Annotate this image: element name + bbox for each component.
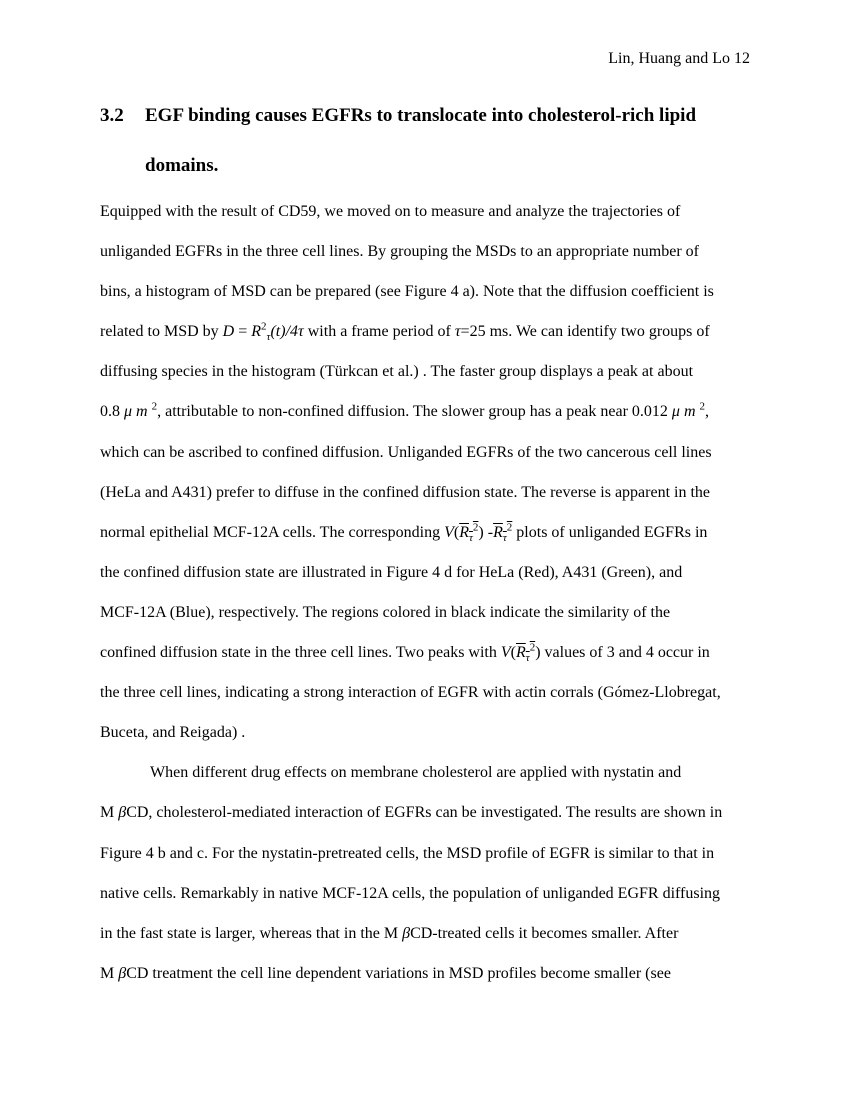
section-number: 3.2 bbox=[100, 105, 124, 126]
p1-line-6 bbox=[100, 392, 752, 432]
p1-line-9 bbox=[100, 513, 752, 553]
p2-line-4: native cells. Remarkably in native MCF-12A cells, the population of unliganded EGFR diffusing bbox=[100, 884, 721, 902]
math-symbol: τ bbox=[454, 323, 461, 341]
math-symbol: ( bbox=[510, 644, 516, 662]
math-symbol: ) bbox=[478, 523, 484, 541]
text-run: CD-treated cells it becomes smaller. After bbox=[410, 924, 679, 942]
text-run: - bbox=[483, 523, 494, 541]
p1-line-7: which can be ascribed to confined diffusion. Unliganded EGFRs of the two cancerous cell lines bbox=[100, 443, 712, 461]
math-symbol: β bbox=[402, 924, 411, 942]
math-symbol: ) bbox=[535, 644, 541, 662]
math-superscript: 2 bbox=[151, 401, 158, 414]
math-symbol: R bbox=[459, 523, 469, 541]
math-symbol: /4τ bbox=[285, 323, 304, 341]
p2-line-6 bbox=[100, 954, 752, 994]
text-run: in the fast state is larger, whereas that in the M bbox=[100, 924, 403, 942]
math-symbol: R bbox=[493, 523, 503, 541]
math-superscript: 2 bbox=[506, 521, 513, 534]
math-symbol: R bbox=[515, 644, 526, 662]
p1-line-10: the confined diffusion state are illustrated in Figure 4 d for HeLa (Red), A431 (Green), and bbox=[100, 563, 683, 581]
text-run: plots of unliganded EGFRs in bbox=[512, 523, 708, 541]
variance-expression bbox=[500, 641, 541, 665]
math-symbol: V bbox=[444, 523, 454, 541]
p1-line-8: (HeLa and A431) prefer to diffuse in the confined diffusion state. The reverse is apparent in the bbox=[100, 483, 711, 501]
math-subscript: τ bbox=[266, 331, 271, 344]
unit-square-micrometre bbox=[672, 403, 705, 420]
p1-line-5: diffusing species in the histogram (Türkcan et al.) . The faster group displays a peak at about bbox=[100, 363, 694, 381]
math-symbol: β bbox=[118, 804, 127, 822]
math-symbol: D bbox=[222, 323, 235, 341]
math-symbol: (t) bbox=[270, 323, 286, 341]
unit-square-micrometre bbox=[124, 403, 157, 420]
running-head: Lin, Huang and Lo 12 bbox=[608, 50, 750, 67]
p1-line-2: unliganded EGFRs in the three cell lines. By grouping the MSDs to an appropriate number of bbox=[100, 243, 699, 261]
body-text bbox=[100, 192, 752, 994]
math-symbol: β bbox=[118, 964, 127, 982]
math-symbol: μ bbox=[671, 403, 680, 421]
text-run: 0.8 bbox=[100, 403, 124, 421]
math-symbol: m bbox=[136, 403, 148, 421]
math-symbol: ( bbox=[453, 523, 460, 541]
p2-line-2 bbox=[100, 793, 752, 833]
p2-line-1: When different drug effects on membrane cholesterol are applied with nystatin and bbox=[150, 764, 682, 782]
text-run: M bbox=[100, 804, 119, 822]
section-title-line1: EGF binding causes EGFRs to translocate into cholesterol-rich lipid bbox=[145, 105, 697, 126]
section-heading-line1 bbox=[100, 91, 750, 141]
text-run: values of 3 and 4 occur in bbox=[540, 644, 710, 662]
text-run: , attributable to non-confined diffusion. The slower group has a peak near 0.012 bbox=[157, 403, 672, 421]
p1-line-4 bbox=[100, 312, 752, 352]
p2-line-3: Figure 4 b and c. For the nystatin-pretreated cells, the MSD profile of EGFR is similar to that in bbox=[100, 844, 715, 862]
math-superscript: 2 bbox=[699, 401, 706, 414]
text-run: , bbox=[705, 403, 710, 421]
p1-line-1: Equipped with the result of CD59, we moved on to measure and analyze the trajectories of bbox=[100, 203, 681, 220]
text-run: with a frame period of bbox=[303, 323, 455, 341]
p2-line-5 bbox=[100, 914, 752, 954]
mean-square-displacement bbox=[493, 521, 513, 544]
text-run: M bbox=[100, 964, 119, 982]
text-run: normal epithelial MCF-12A cells. The corresponding bbox=[100, 523, 445, 541]
text-run: confined diffusion state in the three cell lines. Two peaks with bbox=[100, 644, 501, 662]
math-symbol: = bbox=[234, 323, 252, 341]
math-subscript: τ bbox=[468, 531, 473, 544]
math-symbol: μ bbox=[124, 403, 133, 421]
text-run: CD, cholesterol-mediated interaction of EGFRs can be investigated. The results are shown in bbox=[126, 804, 723, 822]
text-run: CD treatment the cell line dependent variations in MSD profiles become smaller (see bbox=[126, 964, 671, 982]
section-title-line2: domains. bbox=[145, 155, 219, 176]
math-symbol: V bbox=[500, 644, 511, 662]
p1-line-12 bbox=[100, 633, 752, 673]
p1-line-3: bins, a histogram of MSD can be prepared (see Figure 4 a). Note that the diffusion coefficient is bbox=[100, 283, 714, 301]
p1-line-11: MCF-12A (Blue), respectively. The regions colored in black indicate the similarity of the bbox=[100, 603, 671, 621]
math-superscript: 2 bbox=[529, 641, 536, 654]
p1-line-13: the three cell lines, indicating a strong interaction of EGFR with actin corrals (Gómez-Llobregat, bbox=[100, 684, 721, 702]
diffusion-equation bbox=[222, 320, 304, 344]
math-symbol: R bbox=[251, 323, 262, 341]
section-heading bbox=[100, 91, 750, 191]
math-superscript: 2 bbox=[261, 320, 267, 333]
p1-line-14: Buceta, and Reigada) . bbox=[100, 724, 246, 742]
mean-square-displacement bbox=[515, 641, 536, 665]
text-run: =25 ms. We can identify two groups of bbox=[460, 323, 710, 341]
math-subscript: τ bbox=[525, 652, 530, 665]
math-symbol: m bbox=[683, 403, 696, 421]
math-subscript: τ bbox=[502, 531, 507, 544]
text-run: related to MSD by bbox=[100, 323, 223, 341]
variance-expression bbox=[444, 521, 484, 544]
math-superscript: 2 bbox=[472, 521, 479, 534]
mean-square-displacement bbox=[459, 521, 479, 544]
